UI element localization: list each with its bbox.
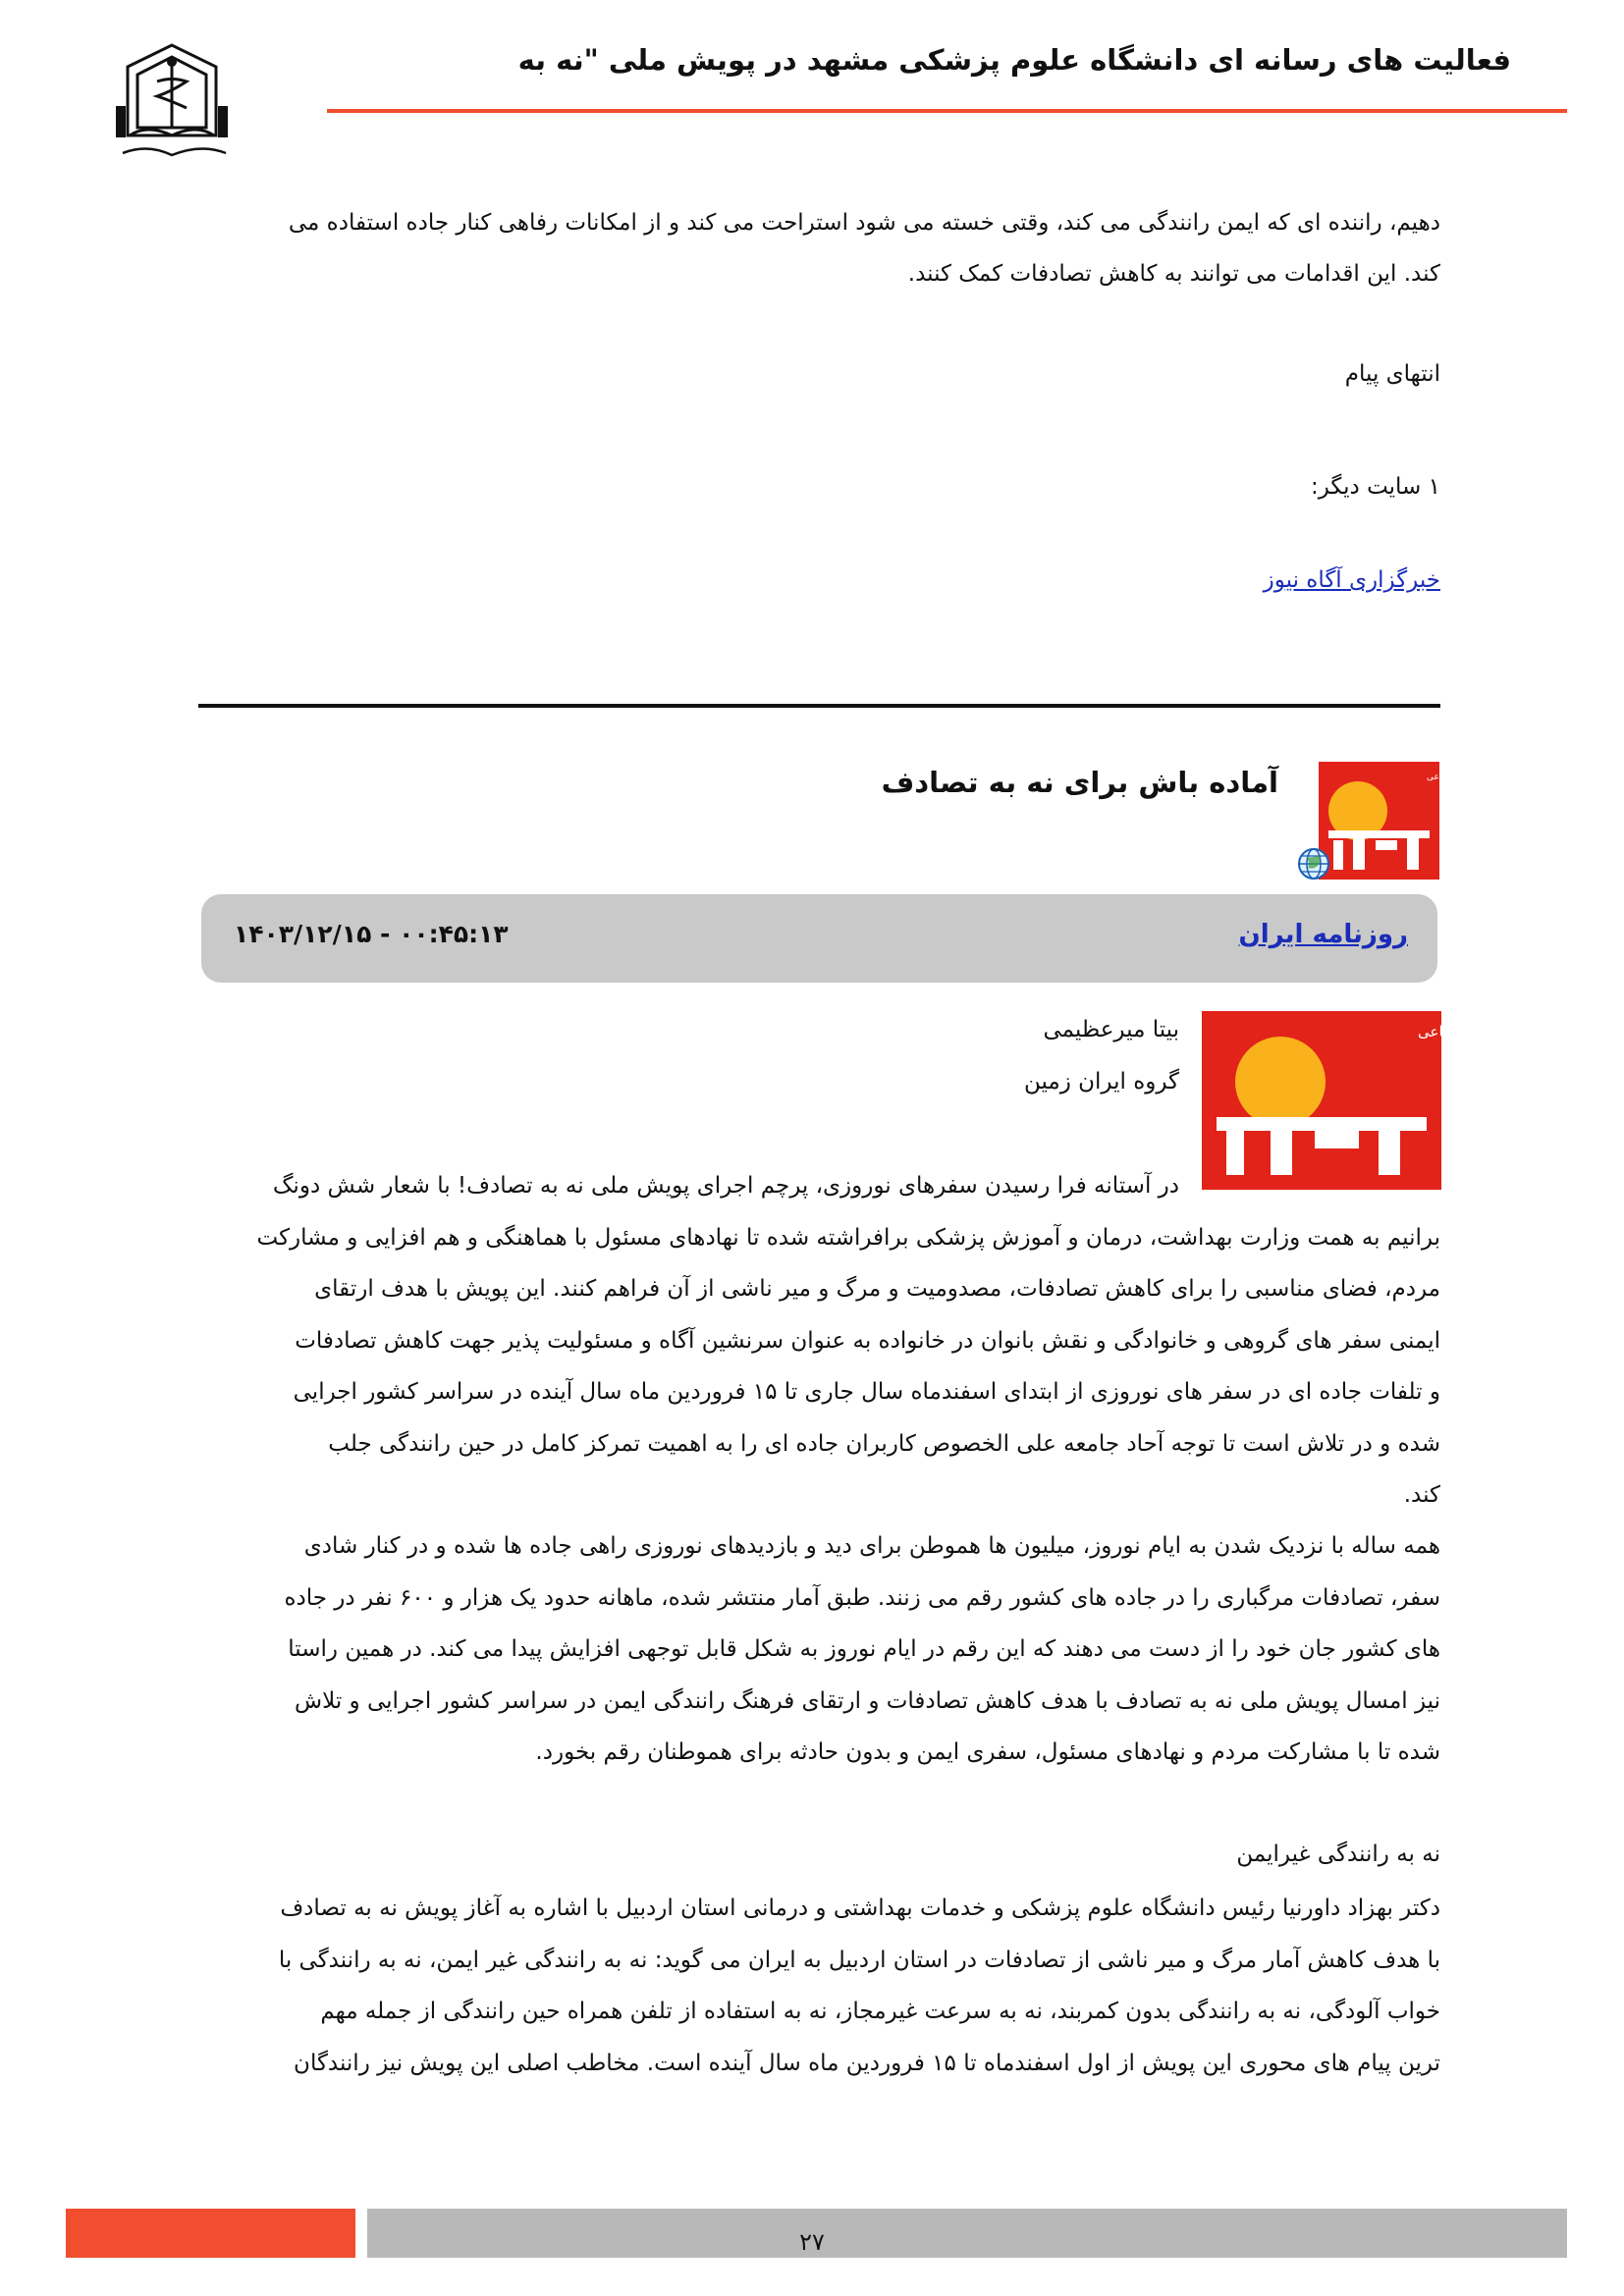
iran-newspaper-logo [1319, 762, 1520, 880]
globe-icon [1296, 846, 1331, 881]
article-title: آماده باش برای نه به تصادف [881, 766, 1278, 799]
paragraph-line: ترین پیام های محوری این پویش از اول اسفندماه تا ۱۵ فروردین ماه سال آینده است. مخاطب اصلی این پویش نیز رانندگان [294, 2050, 1440, 2076]
intro-line: کند. این اقدامات می توانند به کاهش تصادفات کمک کنند. [907, 261, 1440, 287]
article-datetime: ۱۴۰۳/۱۲/۱۵ - ۰۰:۴۵:۱۳ [234, 920, 509, 948]
header-divider [327, 109, 1567, 113]
intro-line: دهیم، راننده ای که ایمن رانندگی می کند، وقتی خسته می شود استراحت می کند و از امکانات رفاهی کنار جاده استفاده می [288, 210, 1440, 236]
article-subheading: نه به رانندگی غیرایمن [1236, 1842, 1440, 1867]
paragraph-line: با هدف کاهش آمار مرگ و میر ناشی از تصادفات در استان اردبیل به ایران می گوید: نه به رانندگی غیر ایمن، نه به رانندگی با [278, 1947, 1440, 1973]
article-paragraph-3 [196, 1883, 1440, 2089]
paragraph-line: خواب آلودگی، نه به رانندگی بدون کمربند، نه به سرعت غیرمجاز، نه به استفاده از تلفن همراه حین رانندگی از جمله مهم [320, 1999, 1440, 2024]
paragraph-line: کند. [1403, 1482, 1440, 1508]
paragraph-line: نیز امسال پویش ملی نه به تصادف با هدف کاهش تصادفات و ارتقای فرهنگ رانندگی ایمن در سراسر کشور اجرایی و تلاش [295, 1687, 1440, 1714]
university-logo [108, 37, 236, 167]
article-group: گروه ایران زمین [1023, 1069, 1179, 1095]
article-paragraph-1 [196, 1160, 1440, 1522]
page-header-title: فعالیت های رسانه ای دانشگاه علوم پزشکی مشهد در پویش ملی "نه به [517, 43, 1511, 77]
article-author: بیتا میرعظیمی [1043, 1017, 1179, 1042]
article-meta-bar [201, 894, 1437, 983]
svg-text:روزنامه فرهنگی اجتماعی: روزنامه فرهنگی اجتماعی [1427, 773, 1520, 782]
other-sites-label: ۱ سایت دیگر: [1310, 474, 1440, 500]
page-number: ۲۷ [799, 2228, 825, 2256]
article-paragraph-2 [196, 1521, 1440, 1779]
paragraph-line: مردم، فضای مناسبی را برای کاهش تصادفات، مصدومیت و مرگ و میر ناشی از آن فراهم کنند. این پویش با هدف ارتقای [314, 1276, 1440, 1302]
paragraph-line: و تلفات جاده ای در سفر های نوروزی از ابتدای اسفندماه سال جاری تا ۱۵ فروردین ماه سال آینده در سراسر کشور اجرایی [293, 1379, 1440, 1405]
paragraph-line: سفر، تصادفات مرگباری را در جاده های کشور رقم می زنند. طبق آمار منتشر شده، ماهانه حدود یک هزار و ۶۰۰ نفر در جاده [284, 1584, 1440, 1611]
other-site-link[interactable]: خبرگزاری آگاه نیوز [1263, 567, 1440, 593]
paragraph-line: های کشور جان خود را از دست می دهند که این رقم در ایام نوروز به شکل قابل توجهی افزایش پیدا می کند. در همین راستا [288, 1636, 1440, 1662]
section-divider [198, 704, 1440, 708]
paragraph-line: شده تا با مشارکت مردم و نهادهای مسئول، سفری ایمن و بدون حادثه برای هموطنان رقم بخورد. [535, 1739, 1440, 1765]
intro-paragraph [203, 197, 1440, 299]
paragraph-line: ایمنی سفر های گروهی و خانوادگی و نقش بانوان در خانواده به عنوان سرنشین آگاه و مسئولیت پذیر جهت کاهش تصادفات [295, 1327, 1440, 1354]
paragraph-line: شده و در تلاش است تا توجه آحاد جامعه علی الخصوص کاربران جاده ای را به اهمیت تمرکز کامل در حین رانندگی جلب [328, 1430, 1440, 1457]
svg-text:روزنامه فرهنگی اجتماعی: روزنامه فرهنگی اجتماعی [1418, 1023, 1573, 1041]
article-source-link[interactable]: روزنامه ایران [1238, 920, 1408, 949]
paragraph-line: برانیم به همت وزارت بهداشت، درمان و آموزش پزشکی برافراشته شده تا نهادهای مسئول با هماهنگی و هم افزایی و مشارکت [256, 1224, 1440, 1251]
paragraph-line: دکتر بهزاد داورنیا رئیس دانشگاه علوم پزشکی و خدمات بهداشتی و درمانی استان اردبیل با اشاره به آغاز پویش نه به تصادف [280, 1896, 1440, 1921]
end-message: انتهای پیام [1344, 361, 1440, 387]
paragraph-line: در آستانه فرا رسیدن سفرهای نوروزی، پرچم اجرای پویش ملی نه به تصادف! با شعار شش دونگ [272, 1173, 1179, 1199]
paragraph-line: همه ساله با نزدیک شدن به ایام نوروز، میلیون ها هموطن برای دید و بازدیدهای نوروزی راهی جاده ها شده و در کنار شادی [303, 1533, 1440, 1559]
